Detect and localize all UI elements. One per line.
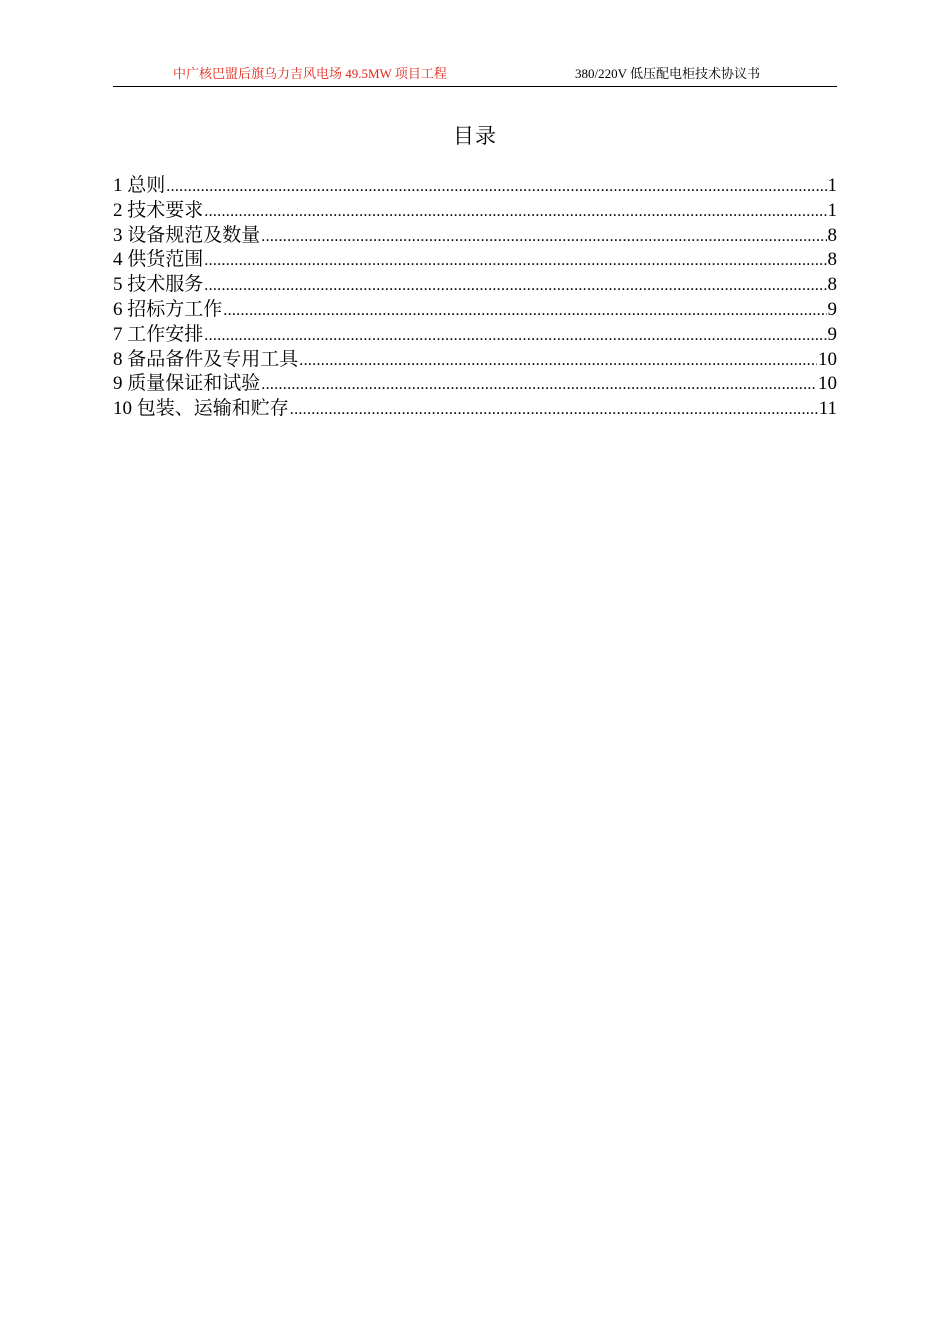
toc-dot-leader	[290, 398, 818, 423]
toc-entry-label: 9 质量保证和试验	[113, 373, 261, 395]
toc-entry-packaging-transport[interactable]	[113, 397, 837, 422]
toc-entry-label: 10 包装、运输和贮存	[113, 398, 289, 420]
toc-entry-page: 10	[818, 373, 837, 395]
toc-entry-label: 6 招标方工作	[113, 298, 223, 320]
toc-entry-label: 5 技术服务	[113, 274, 204, 296]
toc-entry-page: 10	[818, 348, 837, 370]
toc-entry-general[interactable]	[113, 174, 837, 199]
toc-entry-equipment-specs[interactable]	[113, 224, 837, 249]
toc-entry-label: 1 总则	[113, 175, 166, 196]
toc-dot-leader	[166, 175, 826, 200]
toc-dot-leader	[261, 373, 817, 398]
toc-entry-label: 2 技术要求	[113, 199, 204, 221]
toc-entry-page: 8	[827, 274, 837, 296]
toc-dot-leader	[223, 299, 826, 324]
toc-title: 目录	[453, 124, 497, 148]
toc-entry-label: 4 供货范围	[113, 249, 204, 271]
toc-entry-supply-scope[interactable]	[113, 248, 837, 273]
toc-entry-technical-requirements[interactable]	[113, 199, 837, 224]
toc-entry-technical-service[interactable]	[113, 273, 837, 298]
toc-entry-page: 1	[827, 199, 837, 221]
toc-entry-label: 8 备品备件及专用工具	[113, 348, 299, 370]
toc-entry-spare-parts[interactable]	[113, 348, 837, 373]
toc-dot-leader	[204, 200, 826, 225]
toc-entry-label: 7 工作安排	[113, 323, 204, 345]
toc-entry-page: 11	[818, 398, 837, 420]
toc-entry-page: 8	[827, 249, 837, 271]
header-project-title: 中广核巴盟后旗乌力吉风电场 49.5MW 项目工程	[173, 66, 447, 81]
toc-entry-page: 1	[827, 175, 837, 196]
toc-dot-leader	[204, 324, 826, 349]
header-document-title: 380/220V 低压配电柜技术协议书	[575, 66, 761, 81]
toc-entry-tenderer-work[interactable]	[113, 298, 837, 323]
toc-dot-leader	[204, 274, 826, 299]
toc-entry-label: 3 设备规范及数量	[113, 224, 261, 246]
toc-entry-quality-testing[interactable]	[113, 372, 837, 397]
toc-dot-leader	[204, 249, 826, 274]
toc-entry-page: 8	[827, 224, 837, 246]
toc-entry-page: 9	[827, 323, 837, 345]
toc-entry-page: 9	[827, 298, 837, 320]
page-header	[113, 62, 837, 87]
table-of-contents	[113, 174, 837, 422]
toc-dot-leader	[299, 349, 817, 374]
toc-entry-work-arrangement[interactable]	[113, 323, 837, 348]
toc-dot-leader	[261, 225, 826, 250]
